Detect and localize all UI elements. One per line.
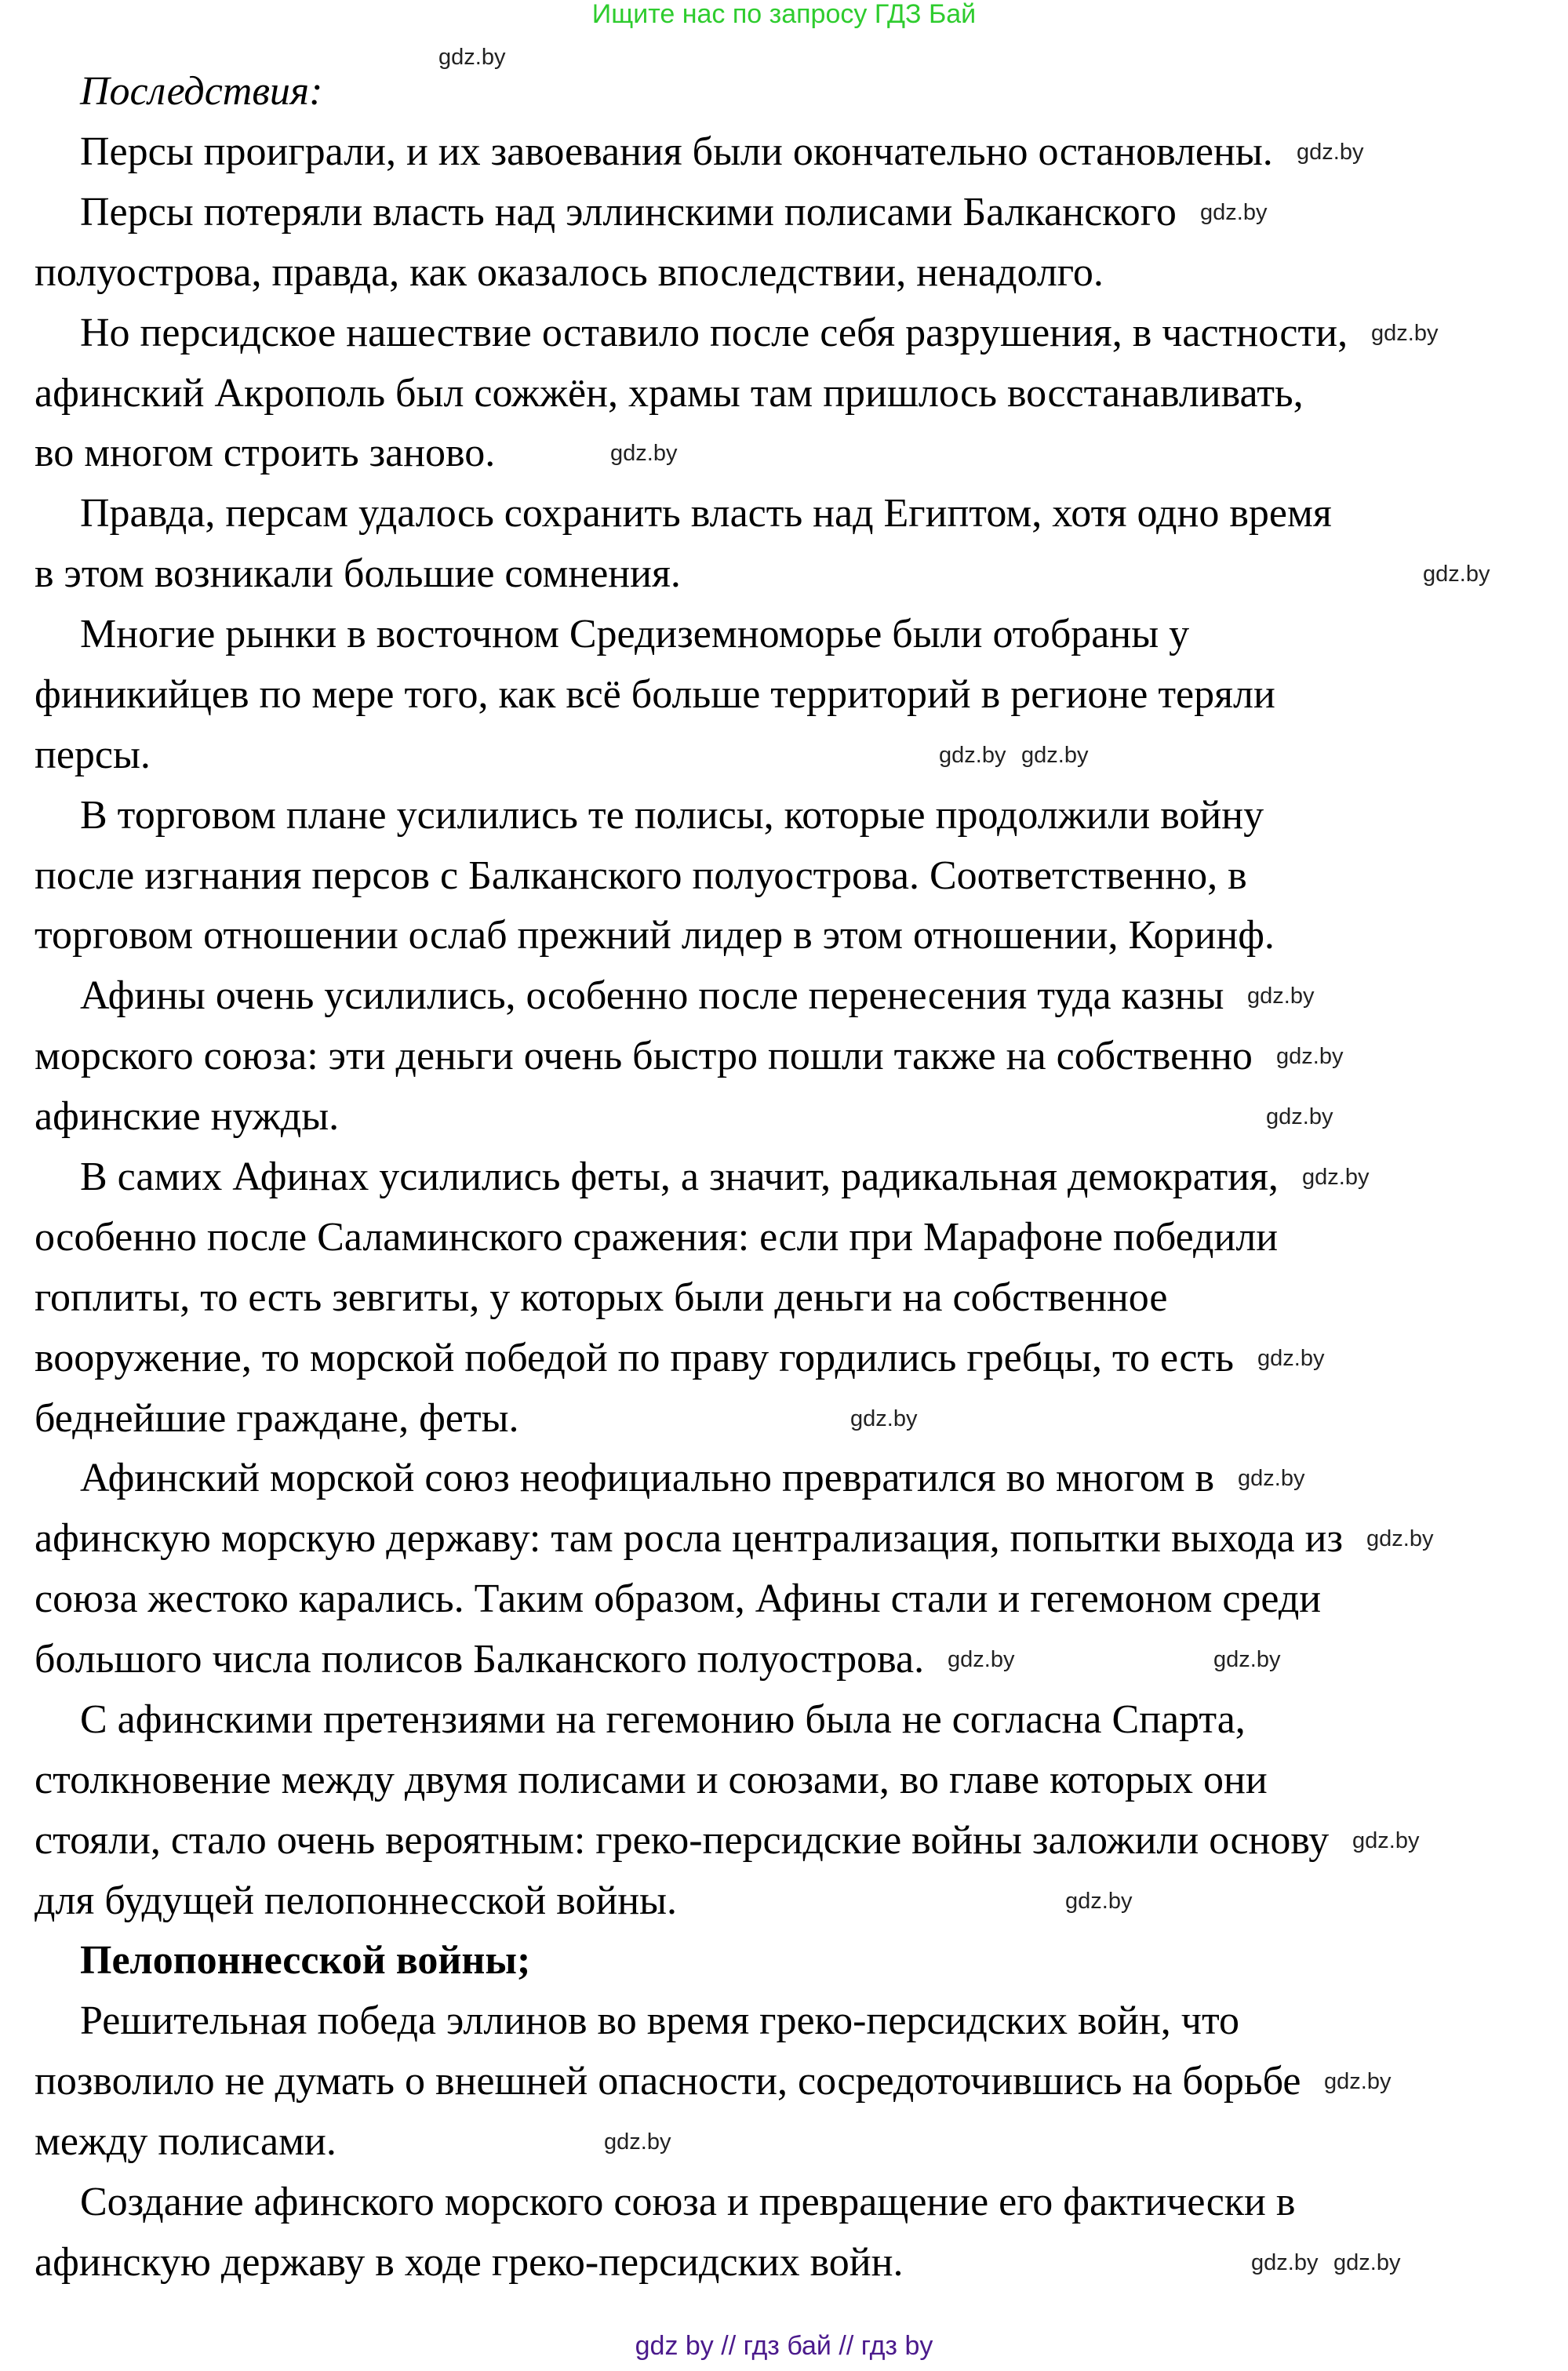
paragraph-line: Создание афинского морского союза и превращение его фактически в (80, 2180, 1296, 2224)
watermark-gdz: gdz.by (1213, 1647, 1281, 1672)
paragraph-line: после изгнания персов с Балканского полуострова. Соответственно, в (35, 853, 1247, 898)
paragraph-line: В самих Афинах усилились феты, а значит, радикальная демократия, (80, 1155, 1279, 1199)
watermark-gdz: gdz.by (1333, 2250, 1401, 2275)
watermark-gdz: gdz.by (1247, 984, 1315, 1009)
watermark-gdz: gdz.by (1200, 200, 1268, 225)
paragraph-line: между полисами. (35, 2119, 337, 2164)
paragraph-line: особенно после Саламинского сражения: если при Марафоне победили (35, 1215, 1279, 1260)
paragraph-line: морского союза: эти деньги очень быстро пошли также на собственно (35, 1034, 1253, 1078)
paragraph-line: С афинскими претензиями на гегемонию была не согласна Спарта, (80, 1697, 1246, 1742)
paragraph-line: гоплиты, то есть зевгиты, у которых были деньги на собственное (35, 1275, 1168, 1320)
watermark-gdz: gdz.by (1065, 1889, 1133, 1914)
paragraph-line: беднейшие граждане, феты. (35, 1396, 519, 1441)
paragraph-line: персы. (35, 733, 151, 777)
watermark-gdz: gdz.by (1302, 1165, 1370, 1190)
watermark-gdz: gdz.by (850, 1406, 918, 1431)
paragraph-line: полуострова, правда, как оказалось впоследствии, ненадолго. (35, 250, 1104, 295)
paragraph-line: в этом возникали большие сомнения. (35, 551, 681, 596)
paragraph-line: Решительная победа эллинов во время греко-персидских войн, что (80, 1998, 1239, 2043)
paragraph-line: Но персидское нашествие оставило после себя разрушения, в частности, (80, 311, 1348, 355)
paragraph-line: союза жестоко карались. Таким образом, Афины стали и гегемоном среди (35, 1576, 1322, 1621)
watermark-gdz: gdz.by (438, 45, 506, 70)
paragraph-line: афинскую державу в ходе греко-персидских войн. (35, 2240, 904, 2285)
footer-banner: gdz by // гдз бай // гдз by (635, 2331, 933, 2361)
watermark-gdz: gdz.by (1021, 743, 1089, 768)
section-heading: Пелопоннесской войны; (80, 1938, 531, 1983)
watermark-gdz: gdz.by (1423, 562, 1490, 587)
watermark-gdz: gdz.by (1238, 1466, 1305, 1491)
watermark-gdz: gdz.by (604, 2129, 671, 2155)
watermark-gdz: gdz.by (1266, 1104, 1333, 1129)
paragraph-line: стояли, стало очень вероятным: греко-персидские войны заложили основу (35, 1818, 1330, 1863)
watermark-gdz: gdz.by (1257, 1346, 1325, 1371)
paragraph-line: Персы проиграли, и их завоевания были окончательно остановлены. (80, 129, 1273, 174)
header-banner: Ищите нас по запросу ГДЗ Бай (591, 0, 977, 29)
paragraph-line: В торговом плане усилились те полисы, которые продолжили войну (80, 793, 1264, 838)
paragraph-line: вооружение, то морской победой по праву гордились гребцы, то есть (35, 1336, 1234, 1380)
watermark-gdz: gdz.by (1251, 2250, 1319, 2275)
paragraph-line: Афины очень усилились, особенно после перенесения туда казны (80, 973, 1224, 1018)
watermark-gdz: gdz.by (939, 743, 1006, 768)
watermark-gdz: gdz.by (1366, 1526, 1434, 1551)
watermark-gdz: gdz.by (1297, 140, 1364, 165)
section-heading: Последствия: (80, 69, 323, 114)
paragraph-line: афинскую морскую державу: там росла централизация, попытки выхода из (35, 1516, 1344, 1561)
paragraph-line: для будущей пелопоннесской войны. (35, 1878, 678, 1923)
paragraph-line: афинские нужды. (35, 1094, 340, 1139)
paragraph-line: Персы потеряли власть над эллинскими полисами Балканского (80, 190, 1177, 235)
paragraph-line: позволило не думать о внешней опасности, сосредоточившись на борьбе (35, 2059, 1301, 2104)
paragraph-line: Многие рынки в восточном Средиземноморье были отобраны у (80, 612, 1190, 656)
paragraph-line: столкновение между двумя полисами и союзами, во главе которых они (35, 1758, 1268, 1802)
watermark-gdz: gdz.by (1352, 1828, 1420, 1853)
paragraph-line: Правда, персам удалось сохранить власть над Египтом, хотя одно время (80, 491, 1332, 536)
watermark-gdz: gdz.by (610, 441, 678, 466)
watermark-gdz: gdz.by (1276, 1044, 1344, 1069)
paragraph-line: торговом отношении ослаб прежний лидер в этом отношении, Коринф. (35, 913, 1275, 958)
paragraph-line: большого числа полисов Балканского полуострова. (35, 1637, 925, 1682)
paragraph-line: во многом строить заново. (35, 431, 496, 475)
watermark-gdz: gdz.by (1371, 321, 1439, 346)
paragraph-line: афинский Акрополь был сожжён, храмы там пришлось восстанавливать, (35, 371, 1304, 416)
paragraph-line: финикийцев по мере того, как всё больше территорий в регионе теряли (35, 672, 1275, 717)
paragraph-line: Афинский морской союз неофициально превратился во многом в (80, 1456, 1215, 1500)
watermark-gdz: gdz.by (1324, 2069, 1392, 2094)
watermark-gdz: gdz.by (948, 1647, 1015, 1672)
